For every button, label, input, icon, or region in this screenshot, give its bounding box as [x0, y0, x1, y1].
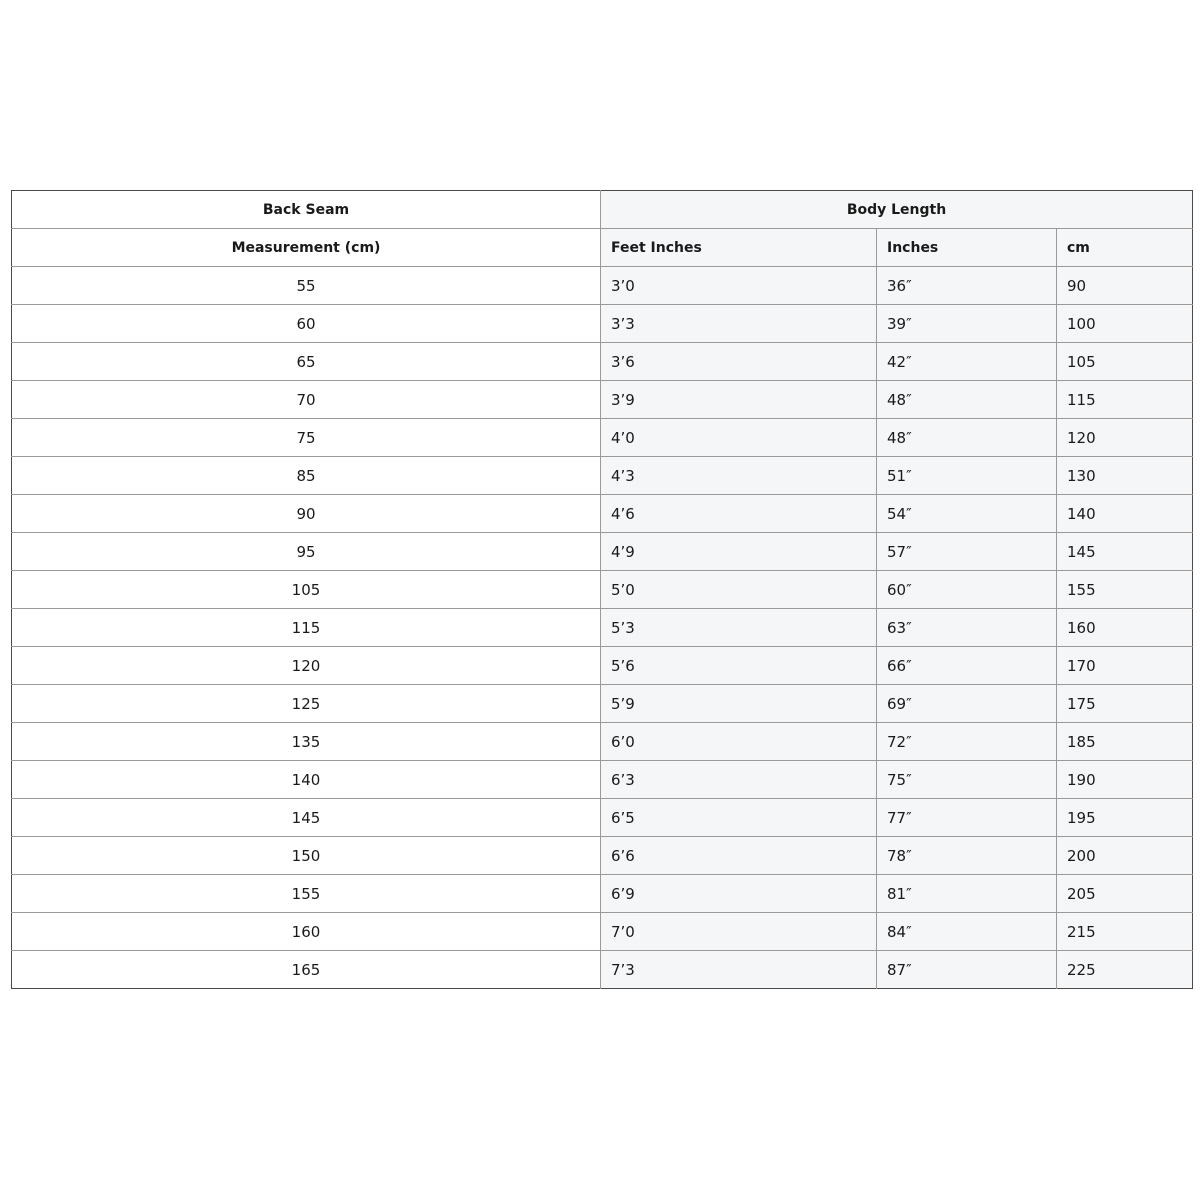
inches-cell: 63″	[877, 609, 1057, 647]
table-row	[12, 267, 1193, 305]
table-row	[12, 913, 1193, 951]
feet-inches-cell: 6’6	[601, 837, 877, 875]
table-body	[12, 191, 1193, 989]
cm-cell: 105	[1057, 343, 1193, 381]
table-row	[12, 761, 1193, 799]
cm-cell: 175	[1057, 685, 1193, 723]
inches-cell: 48″	[877, 419, 1057, 457]
cm-cell: 215	[1057, 913, 1193, 951]
feet-inches-cell: 6’9	[601, 875, 877, 913]
feet-inches-cell: 6’5	[601, 799, 877, 837]
cm-header: cm	[1057, 229, 1193, 267]
table-row	[12, 609, 1193, 647]
table-row	[12, 723, 1193, 761]
table-row	[12, 837, 1193, 875]
cm-cell: 225	[1057, 951, 1193, 989]
back-seam-cell: 140	[12, 761, 601, 799]
table-row	[12, 381, 1193, 419]
back-seam-cell: 150	[12, 837, 601, 875]
cm-cell: 190	[1057, 761, 1193, 799]
cm-cell: 195	[1057, 799, 1193, 837]
cm-cell: 185	[1057, 723, 1193, 761]
back-seam-cell: 55	[12, 267, 601, 305]
cm-cell: 115	[1057, 381, 1193, 419]
inches-cell: 66″	[877, 647, 1057, 685]
table-row	[12, 685, 1193, 723]
size-chart-table	[11, 190, 1193, 989]
feet-inches-cell: 6’3	[601, 761, 877, 799]
feet-inches-cell: 7’3	[601, 951, 877, 989]
inches-cell: 72″	[877, 723, 1057, 761]
inches-cell: 36″	[877, 267, 1057, 305]
back-seam-cell: 165	[12, 951, 601, 989]
back-seam-cell: 105	[12, 571, 601, 609]
inches-cell: 84″	[877, 913, 1057, 951]
feet-inches-cell: 4’9	[601, 533, 877, 571]
cm-cell: 205	[1057, 875, 1193, 913]
header-row-sub	[12, 229, 1193, 267]
cm-cell: 90	[1057, 267, 1193, 305]
table-row	[12, 495, 1193, 533]
table-row	[12, 533, 1193, 571]
table-row	[12, 305, 1193, 343]
back-seam-cell: 90	[12, 495, 601, 533]
table-row	[12, 875, 1193, 913]
back-seam-header: Back Seam	[12, 191, 601, 229]
table-row	[12, 571, 1193, 609]
inches-cell: 81″	[877, 875, 1057, 913]
cm-cell: 200	[1057, 837, 1193, 875]
inches-cell: 48″	[877, 381, 1057, 419]
table-row	[12, 343, 1193, 381]
cm-cell: 120	[1057, 419, 1193, 457]
header-row-top	[12, 191, 1193, 229]
measurement-header: Measurement (cm)	[12, 229, 601, 267]
back-seam-cell: 65	[12, 343, 601, 381]
cm-cell: 130	[1057, 457, 1193, 495]
back-seam-cell: 115	[12, 609, 601, 647]
inches-cell: 51″	[877, 457, 1057, 495]
cm-cell: 100	[1057, 305, 1193, 343]
body-length-header: Body Length	[601, 191, 1193, 229]
cm-cell: 155	[1057, 571, 1193, 609]
inches-cell: 78″	[877, 837, 1057, 875]
cm-cell: 170	[1057, 647, 1193, 685]
inches-header: Inches	[877, 229, 1057, 267]
feet-inches-header: Feet Inches	[601, 229, 877, 267]
back-seam-cell: 160	[12, 913, 601, 951]
cm-cell: 145	[1057, 533, 1193, 571]
inches-cell: 54″	[877, 495, 1057, 533]
back-seam-cell: 85	[12, 457, 601, 495]
feet-inches-cell: 4’0	[601, 419, 877, 457]
inches-cell: 42″	[877, 343, 1057, 381]
table-row	[12, 457, 1193, 495]
back-seam-cell: 75	[12, 419, 601, 457]
back-seam-cell: 135	[12, 723, 601, 761]
inches-cell: 39″	[877, 305, 1057, 343]
table-row	[12, 951, 1193, 989]
feet-inches-cell: 4’6	[601, 495, 877, 533]
table-row	[12, 647, 1193, 685]
back-seam-cell: 70	[12, 381, 601, 419]
feet-inches-cell: 5’9	[601, 685, 877, 723]
feet-inches-cell: 7’0	[601, 913, 877, 951]
feet-inches-cell: 3’0	[601, 267, 877, 305]
feet-inches-cell: 5’0	[601, 571, 877, 609]
feet-inches-cell: 3’3	[601, 305, 877, 343]
inches-cell: 57″	[877, 533, 1057, 571]
inches-cell: 77″	[877, 799, 1057, 837]
inches-cell: 75″	[877, 761, 1057, 799]
back-seam-cell: 155	[12, 875, 601, 913]
feet-inches-cell: 6’0	[601, 723, 877, 761]
cm-cell: 140	[1057, 495, 1193, 533]
cm-cell: 160	[1057, 609, 1193, 647]
back-seam-cell: 145	[12, 799, 601, 837]
back-seam-cell: 125	[12, 685, 601, 723]
back-seam-cell: 95	[12, 533, 601, 571]
table-row	[12, 419, 1193, 457]
table-row	[12, 799, 1193, 837]
feet-inches-cell: 5’6	[601, 647, 877, 685]
feet-inches-cell: 4’3	[601, 457, 877, 495]
back-seam-cell: 60	[12, 305, 601, 343]
inches-cell: 87″	[877, 951, 1057, 989]
feet-inches-cell: 5’3	[601, 609, 877, 647]
inches-cell: 60″	[877, 571, 1057, 609]
inches-cell: 69″	[877, 685, 1057, 723]
back-seam-cell: 120	[12, 647, 601, 685]
feet-inches-cell: 3’6	[601, 343, 877, 381]
feet-inches-cell: 3’9	[601, 381, 877, 419]
